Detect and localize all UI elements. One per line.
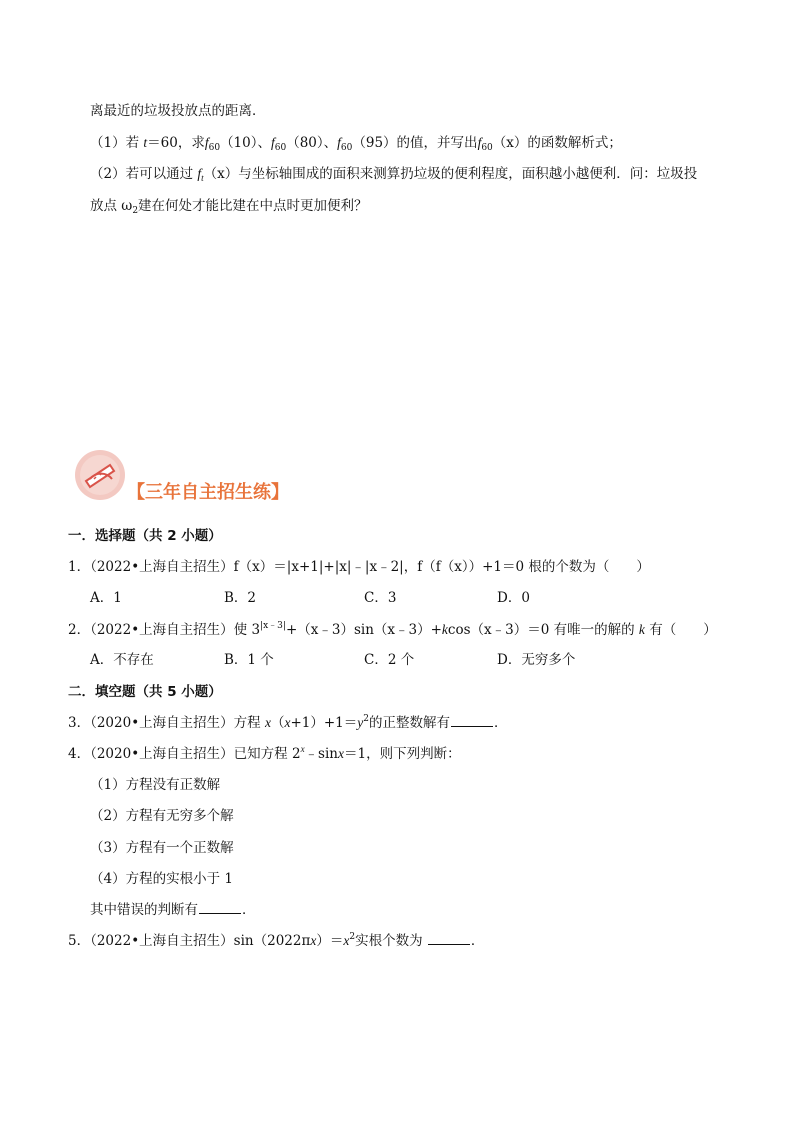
var-f: f xyxy=(197,166,202,181)
option-d: D．无穷多个 xyxy=(497,652,576,668)
q2-text-b: （x）与坐标轴围成的面积来测算扔垃圾的便利程度，面积越小越便利．问：垃圾投 xyxy=(203,166,698,182)
problem-5 xyxy=(68,931,484,951)
option-a: A．不存在 xyxy=(90,652,154,668)
q2-prefix: （2）若可以通过 xyxy=(90,166,198,182)
problem-text-a: 方程 xyxy=(233,715,265,731)
problem-number: 4． xyxy=(68,746,91,762)
q1-prefix: （1）若 xyxy=(90,135,144,151)
section-banner-title: 【三年自主招生练】 xyxy=(127,482,289,503)
problem-text-d: 的正整数解有 xyxy=(369,715,451,731)
var-x: x xyxy=(284,715,291,730)
problem-text-d: 有（ ） xyxy=(644,622,717,638)
problem-number: 3． xyxy=(68,715,91,731)
continuation-line xyxy=(90,101,266,121)
problem-3 xyxy=(68,713,508,733)
problem-4-question xyxy=(90,900,256,920)
exponent: x xyxy=(300,744,305,754)
var-f: f xyxy=(204,135,209,150)
problem-source: （2020•上海自主招生） xyxy=(90,715,234,731)
option-c: C．2 个 xyxy=(364,652,415,668)
var-f: f xyxy=(477,135,482,150)
sub-60: 60 xyxy=(481,143,493,153)
sub-60: 60 xyxy=(274,143,287,153)
answer-blank[interactable] xyxy=(428,932,470,945)
period: ． xyxy=(470,933,485,949)
problem-1 xyxy=(68,557,650,577)
problem-text-a: sin（2022π xyxy=(233,933,311,949)
var-t: t xyxy=(143,135,148,150)
var-k: k xyxy=(441,622,448,637)
judgement-item: （4）方程的实根小于 1 xyxy=(90,871,233,887)
section-title-choice: 一．选择题（共 2 小题） xyxy=(68,528,222,544)
problem-source: （2022•上海自主招生） xyxy=(90,933,234,949)
problem-number: 5． xyxy=(68,933,91,949)
var-f: f xyxy=(271,135,275,150)
problem-text-b: ）＝ xyxy=(316,933,344,949)
exponent: |x﹣3| xyxy=(260,621,286,631)
period: ． xyxy=(242,902,256,918)
problem-text-last: 其中错误的判断有 xyxy=(90,902,198,918)
sub-t: t xyxy=(201,173,204,183)
ruler-protractor-icon xyxy=(74,449,126,501)
var-x: x xyxy=(310,933,317,948)
sub-60: 60 xyxy=(208,143,221,153)
problem-number: 1． xyxy=(68,559,91,575)
sub-2: 2 xyxy=(132,206,139,216)
option-d: D．0 xyxy=(497,590,530,606)
problem-text-b: （ xyxy=(270,715,285,731)
problem-text-c: ＝1，则下列判断： xyxy=(344,746,461,762)
judgement-item: （3）方程有一个正数解 xyxy=(90,840,234,856)
option-b: B．1 个 xyxy=(224,652,274,668)
q1-text-b: ＝60，求 xyxy=(147,135,205,151)
q2-text-c: 放点 ω xyxy=(90,198,133,214)
q2-text-d: 建在何处才能比建在中点时更加便利？ xyxy=(138,198,368,214)
option-a: A．1 xyxy=(90,590,122,606)
exponent: 2 xyxy=(363,714,370,724)
problem-4 xyxy=(68,744,461,764)
answer-blank[interactable] xyxy=(199,901,241,914)
judgement-item: （2）方程有无穷多个解 xyxy=(90,808,234,824)
q1-text-c: （10）、 xyxy=(220,135,271,151)
problem-source: （2022•上海自主招生） xyxy=(90,622,234,638)
problem-source: （2022•上海自主招生） xyxy=(90,559,234,575)
subquestion-2-cont xyxy=(90,196,368,216)
continuation-text: 离最近的垃圾投放点的距离． xyxy=(90,103,266,119)
problem-text-c: cos（x﹣3）＝0 有唯一的解的 xyxy=(447,622,639,638)
problem-text-b: ﹣sin xyxy=(304,746,339,762)
var-x: x xyxy=(343,933,350,948)
option-c: C．3 xyxy=(364,590,397,606)
subquestion-2 xyxy=(90,164,697,184)
q1-text-g: （x）的函数解析式； xyxy=(492,135,622,151)
q1-text-d: （80）、 xyxy=(286,135,338,151)
q1-text-e: （95）的值，并写出 xyxy=(352,135,478,151)
exponent: 2 xyxy=(349,932,356,942)
var-x: x xyxy=(264,715,271,730)
problem-2 xyxy=(68,620,717,640)
var-x: x xyxy=(338,746,345,761)
problem-text-c: +1）+1＝ xyxy=(290,715,358,731)
problem-text: f（x）＝|x+1|+|x|﹣|x﹣2|，f（f（x））+1＝0 根的个数为（ ） xyxy=(233,559,650,575)
subquestion-1 xyxy=(90,133,622,153)
problem-text-a: 使 3 xyxy=(233,622,261,638)
problem-text-b: +（x﹣3）sin（x﹣3）+ xyxy=(285,622,442,638)
var-k: k xyxy=(638,622,645,637)
judgement-item: （1）方程没有正数解 xyxy=(90,777,221,793)
problem-source: （2020•上海自主招生） xyxy=(90,746,234,762)
sub-60: 60 xyxy=(340,143,353,153)
var-y: y xyxy=(357,715,364,730)
problem-number: 2． xyxy=(68,622,91,638)
section-title-fill: 二．填空题（共 5 小题） xyxy=(68,684,222,700)
problem-text-a: 已知方程 2 xyxy=(233,746,301,762)
problem-text-c: 实根个数为 xyxy=(355,933,427,949)
var-f: f xyxy=(337,135,341,150)
option-b: B．2 xyxy=(224,590,257,606)
period: ． xyxy=(494,715,508,731)
answer-blank[interactable] xyxy=(451,714,493,727)
